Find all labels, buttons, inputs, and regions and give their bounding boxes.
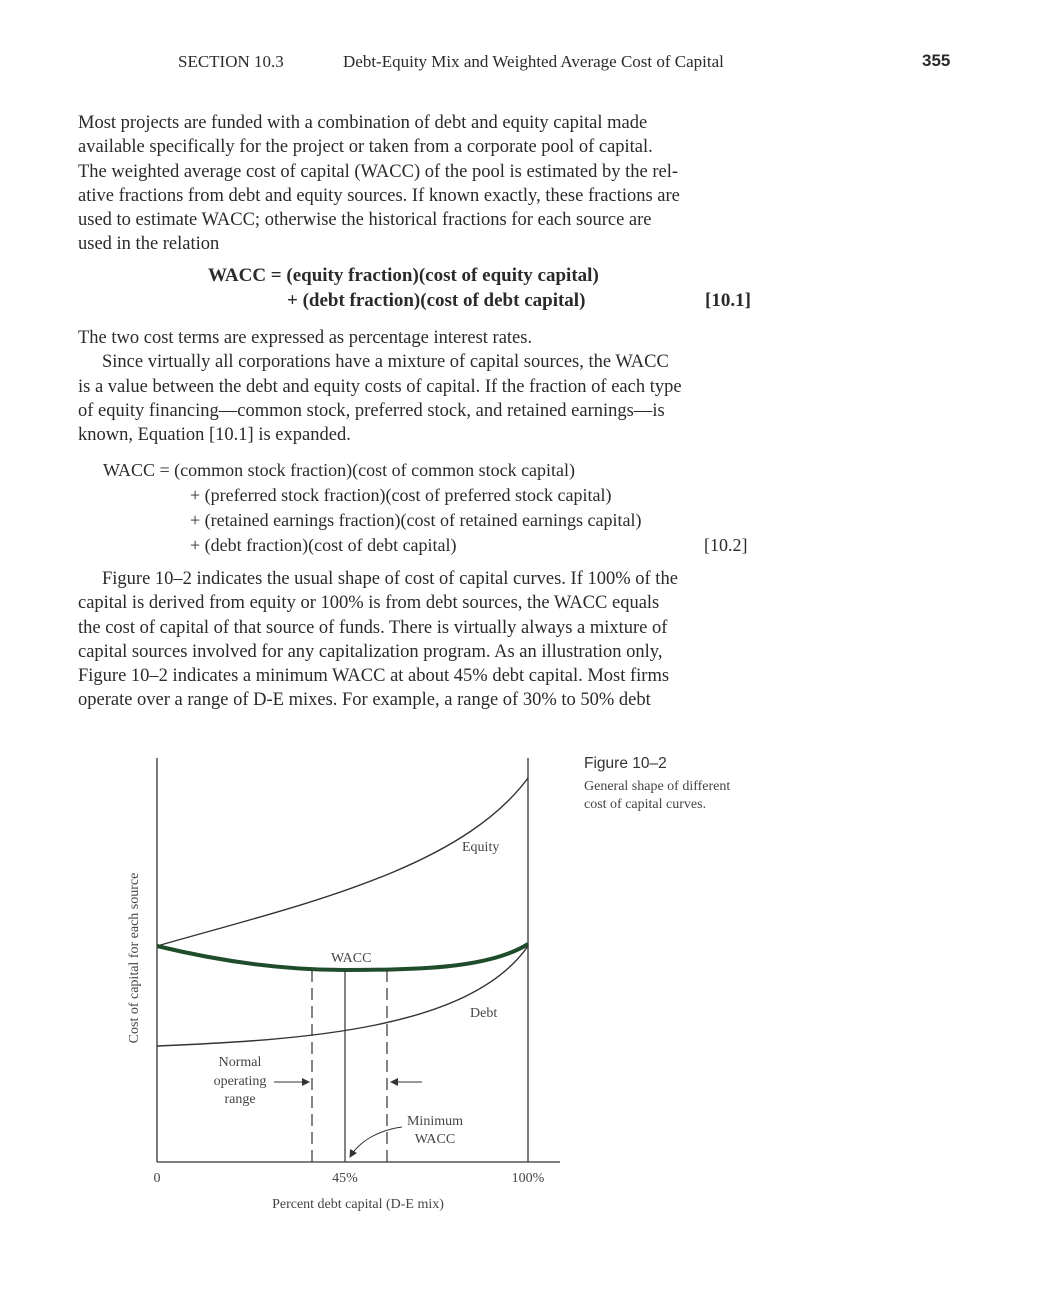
p2-line: of equity financing—common stock, preferred stock, and retained earnings—is bbox=[78, 400, 665, 421]
equation-2-line-1: WACC = (common stock fraction)(cost of common stock capital) bbox=[103, 460, 576, 480]
figure-title: Figure 10–2 bbox=[584, 755, 667, 772]
figure-caption-line: General shape of different bbox=[584, 779, 731, 794]
p2-line: The two cost terms are expressed as percentage interest rates. bbox=[78, 328, 533, 348]
equation-2-line-3: + (retained earnings fraction)(cost of retained earnings capital) bbox=[190, 510, 642, 530]
x-axis-label: Percent debt capital (D-E mix) bbox=[272, 1197, 444, 1212]
normal-range-label: Normal bbox=[218, 1055, 262, 1070]
p2-line: known, Equation [10.1] is expanded. bbox=[78, 425, 351, 446]
p3-line: capital is derived from equity or 100% is from debt sources, the WACC equals bbox=[78, 593, 660, 614]
minimum-arrow bbox=[350, 1127, 402, 1157]
p1-line: used to estimate WACC; otherwise the historical fractions for each source are bbox=[78, 210, 652, 231]
series-equity-curve bbox=[157, 778, 528, 946]
p1-line: used in the relation bbox=[78, 234, 220, 255]
y-axis-label: Cost of capital for each source bbox=[127, 872, 142, 1044]
p3-line: operate over a range of D-E mixes. For example, a range of 30% to 50% debt bbox=[78, 690, 651, 711]
p1-line: ative fractions from debt and equity sources. If known exactly, these fractions are bbox=[78, 185, 680, 206]
normal-range-label: range bbox=[224, 1092, 256, 1107]
minimum-wacc-label: Minimum bbox=[406, 1114, 464, 1129]
running-head-section: SECTION 10.3 bbox=[178, 52, 284, 71]
x-tick-label: 100% bbox=[511, 1171, 545, 1186]
p1-line: Most projects are funded with a combination of debt and equity capital made bbox=[78, 113, 648, 133]
equation-1-number: [10.1] bbox=[705, 290, 751, 311]
x-tick-label: 0 bbox=[153, 1171, 161, 1186]
p3-line: Figure 10–2 indicates a minimum WACC at about 45% debt capital. Most firms bbox=[78, 666, 670, 687]
p3-line: Figure 10–2 indicates the usual shape of cost of capital curves. If 100% of the bbox=[102, 569, 678, 589]
x-tick-label: 45% bbox=[332, 1171, 358, 1186]
series-label-equity: Equity bbox=[462, 840, 500, 855]
equation-2-line-4: + (debt fraction)(cost of debt capital) bbox=[190, 535, 457, 555]
p1-line: available specifically for the project or taken from a corporate pool of capital. bbox=[78, 137, 653, 158]
normal-range-label: operating bbox=[213, 1074, 267, 1089]
equation-2-number: [10.2] bbox=[704, 535, 748, 555]
p3-line: capital sources involved for any capitalization program. As an illustration only, bbox=[78, 641, 663, 662]
equation-2-line-2: + (preferred stock fraction)(cost of preferred stock capital) bbox=[190, 485, 612, 505]
series-label-wacc: WACC bbox=[331, 951, 372, 966]
p2-line: is a value between the debt and equity costs of capital. If the fraction of each type bbox=[78, 376, 682, 397]
minimum-wacc-label: WACC bbox=[414, 1132, 456, 1147]
p1-line: The weighted average cost of capital (WACC) of the pool is estimated by the rel- bbox=[78, 161, 679, 182]
figure-caption-line: cost of capital curves. bbox=[584, 797, 707, 812]
page-number: 355 bbox=[922, 51, 951, 70]
equation-1-line-1: WACC = (equity fraction)(cost of equity capital) bbox=[208, 265, 599, 286]
running-head-title: Debt-Equity Mix and Weighted Average Cost of Capital bbox=[343, 52, 724, 71]
p3-line: the cost of capital of that source of funds. There is virtually always a mixture of bbox=[78, 617, 668, 638]
series-label-debt: Debt bbox=[470, 1006, 498, 1021]
p2-line: Since virtually all corporations have a mixture of capital sources, the WACC bbox=[102, 352, 669, 373]
equation-1-line-2: + (debt fraction)(cost of debt capital) bbox=[287, 290, 586, 311]
